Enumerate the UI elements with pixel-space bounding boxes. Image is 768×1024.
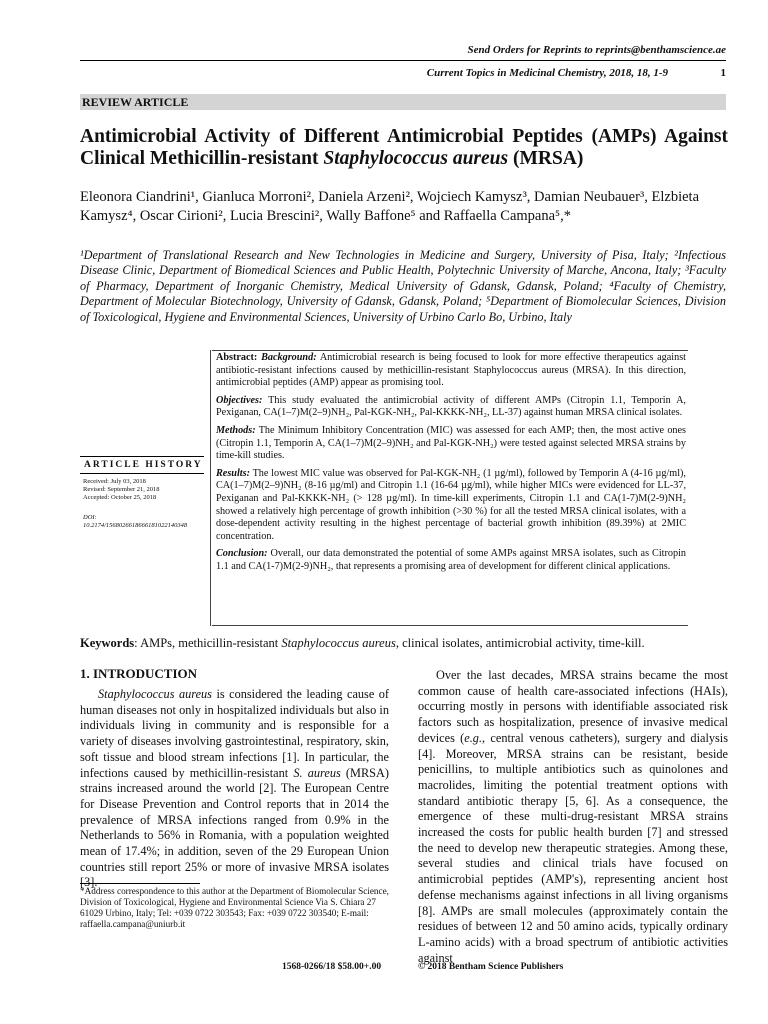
intro-text-3: Over the last decades, MRSA strains became the most common cause of health care-associated infections (HAIs), occurring mostly in persons with identifiable associated risk factors such as hospitalization, presence of invasive medical devices (: [418, 668, 728, 745]
article-type-bar: REVIEW ARTICLE: [80, 94, 726, 110]
title-part-1: Antimicrobial Activity of Different Antimicrobial Peptides (AMPs) Against Clinical Methicillin-resistant: [80, 126, 728, 169]
results-text: The lowest MIC value was observed for Pal-KGK-NH₂ (1 µg/ml), followed by Temporin A (4-16 µg/ml), CA(1–7)M(2–9)NH₂ (8-16 µg/ml) and Citropin 1.1 (16-64 µg/ml), while higher MICs were evidenced for LL-37, Pexiganan and Pal-KKKK-NH₂ (> 128 µg/ml). In time-kill experiments, Citropin 1.1 and CA(1-7)M(2-9)NH₂ showed a relatively high percentage of growth inhibition (>30 %) for all the tested MRSA clinical isolates, with a dose-dependent activity resulting in the highest percentage of bacterial growth inhibition (89.39%) at 2MIC concentration.: [216, 467, 686, 542]
abstract-bottom-rule: [212, 625, 688, 626]
correspondence-footnote: *Address correspondence to this author at the Department of Biomolecular Science, Division of Toxicological, Hygiene and Environmental Science Via S. Chiara 27 61029 Urbino, Italy; Tel: +039 0722 303543; Fax: +039 0722 303540; E-mail: raffaella.campana@uniurb.it: [80, 886, 389, 929]
objectives-label: Objectives:: [216, 394, 263, 406]
keywords-label: Keywords: [80, 636, 135, 650]
page-number: 1: [720, 67, 726, 79]
conclusion-text: Overall, our data demonstrated the potential of some AMPs against MRSA isolates, such as Citropin 1.1 and CA(1-7)M(2-9)NH₂, that represents a promising area of development for different clinical applications.: [216, 548, 687, 572]
keywords-text-2: , clinical isolates, antimicrobial activity, time-kill.: [395, 636, 645, 650]
results-label: Results:: [216, 467, 250, 479]
left-column: [80, 666, 389, 891]
abstract-label: Abstract:: [216, 352, 258, 363]
article-title: [80, 126, 728, 170]
title-part-2: (MRSA): [512, 148, 584, 169]
intro-paragraph-1: [80, 687, 389, 891]
reprints-notice: Send Orders for Reprints to reprints@benthamscience.ae: [467, 44, 726, 56]
objectives-text: This study evaluated the antimicrobial activity of different AMPs (Citropin 1.1, Temporin A, Pexiganan, CA(1–7)M(2–9)NH₂, Pal-KGK-NH₂, Pal-KKKK-NH₂, LL-37) against human MRSA clinical isolates.: [216, 394, 686, 419]
intro-text-4: , central venous catheters), surgery and dialysis [4]. Moreover, MRSA strains can be resistant, beside penicillins, to multiple antibiotics such as quinolones and macrolides, limiting the potential treatment options with standard antibiotic therapy [5, 6]. As a consequence, the emergence of these multi-drug-resistant MRSA strains increased the costs for public health burden [7] and stressed the need to develop new therapeutic strategies. Among these, several studies and clinical trials have focused on antimicrobial peptides (AMP's), representing ancient host defense mechanisms against infections in all living organisms [8]. AMPs are small molecules (approximately contain the residues of between 12 and 50 amino acids, typically ordinary L-amino acids) with a broad spectrum of antibiotic activities against: [418, 730, 728, 965]
author-list: Eleonora Ciandrini¹, Gianluca Morroni², Daniela Arzeni², Wojciech Kamysz³, Damian Neubauer³, Elzbieta Kamysz⁴, Oscar Cirioni², Lucia Brescini², Wally Baffone⁵ and Raffaella Campana⁵,*: [80, 189, 700, 224]
title-species: Staphylococcus aureus: [323, 148, 509, 169]
copyright: © 2018 Bentham Science Publishers: [418, 962, 564, 972]
accepted-date: Accepted: October 25, 2018: [83, 494, 157, 501]
abstract-conclusion: [216, 548, 686, 573]
footnote-rule: [80, 883, 200, 884]
right-column: [418, 668, 728, 966]
revised-date: Revised: September 21, 2018: [83, 486, 160, 493]
methods-label: Methods:: [216, 424, 256, 436]
intro-text-1: is considered the leading cause of human diseases not only in hospitalized individuals but also in individuals living in community and is responsible for a variety of diseases involving gastrointestinal, respiratory, skin, soft tissue and blood stream infections [1]. In particular, the infections caused by methicillin-resistant: [80, 687, 389, 780]
background-label: Background:: [261, 352, 317, 363]
affiliations: ¹Department of Translational Research and New Technologies in Medicine and Surgery, University of Pisa, Italy; ²Infectious Disease Clinic, Department of Biomedical Sciences and Public Health, Polytechnic University of Marche, Ancona, Italy; ³Faculty of Pharmacy, Department of Inorganic Chemistry, Medical University of Gdansk, Gdansk, Poland; ⁴Faculty of Chemistry, Department of Molecular Biotechnology, University of Gdansk, Gdansk, Poland; ⁵Department of Biomolecular Sciences, Division of Toxicological, Hygiene and Environmental Sciences, University of Urbino Carlo Bo, Urbino, Italy: [80, 248, 726, 324]
doi-link[interactable]: 10.2174/1568026618666181022140348: [83, 522, 188, 529]
doi: [80, 514, 204, 530]
intro-species: Staphylococcus aureus: [98, 687, 212, 701]
intro-paragraph-2: [418, 668, 728, 966]
journal-citation: Current Topics in Medicinal Chemistry, 2018, 18, 1-9: [426, 67, 668, 79]
doi-label: DOI:: [83, 514, 97, 521]
intro-text-2: (MRSA) strains increased around the world [2]. The European Centre for Disease Prevention and Control reports that in 2014 the prevalence of MRSA infections ranged from 0.9% in the Netherlands to 56% in Romania, with a population weighted mean of 17.4%; in addition, seven of the 29 European Union countries still report 25% or more of invasive MRSA isolates [3].: [80, 765, 389, 890]
keywords-text-1: : AMPs, methicillin-resistant: [134, 636, 279, 650]
abstract-objectives: [216, 395, 686, 420]
intro-eg: e.g.: [464, 730, 483, 745]
methods-text: The Minimum Inhibitory Concentration (MIC) was assessed for each AMP; then, the most active ones (Citropin 1.1, Temporin A, CA(1–7)M(2–9)NH₂ and Pal-KGK-NH₂) were tested against selected MRSA strains by time-kill studies.: [216, 424, 686, 462]
background-text: Antimicrobial research is being focused to look for more effective therapeutics against antibiotic-resistant infections caused by methicillin-resistant Staphylococcus aureus (MRSA). In this direction, antimicrobial peptides (AMP) appear as promising tool.: [216, 352, 687, 389]
conclusion-label: Conclusion:: [216, 548, 268, 560]
abstract-left-rule: [210, 350, 211, 626]
abstract-top-rule: [212, 350, 688, 351]
keywords-species: Staphylococcus aureus: [281, 636, 396, 650]
received-date: Received: July 03, 2018: [83, 478, 146, 485]
abstract-methods: [216, 425, 686, 463]
history-dates: [80, 478, 204, 502]
article-history: [80, 456, 204, 530]
keywords: [80, 636, 726, 651]
abstract-results: [216, 468, 686, 544]
header-rule: [80, 60, 726, 61]
issn-price: 1568-0266/18 $58.00+.00: [282, 962, 382, 972]
abstract: [216, 352, 686, 579]
abstract-background: [216, 352, 686, 390]
intro-species-2: S. aureus: [293, 765, 341, 780]
article-history-title: ARTICLE HISTORY: [80, 456, 204, 474]
section-heading: 1. INTRODUCTION: [80, 666, 198, 681]
